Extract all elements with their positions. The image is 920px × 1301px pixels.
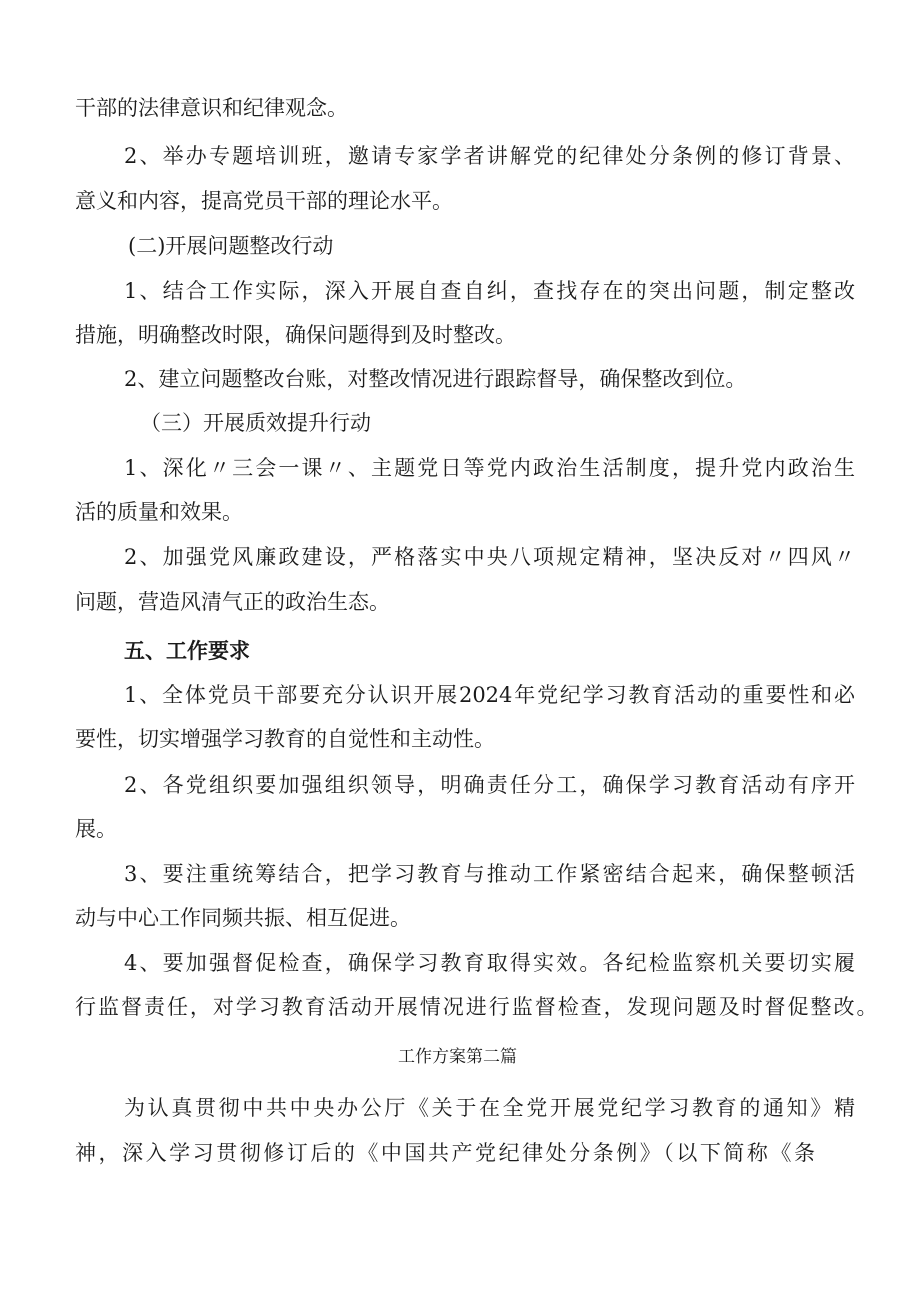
paragraph-line: 1、全体党员干部要充分认识开展2024年党纪学习教育活动的重要性和必 <box>124 683 855 707</box>
paragraph-line: 要性，切实增强学习教育的自觉性和主动性。 <box>75 727 495 751</box>
subheading: （三）开展质效提升行动 <box>140 411 371 435</box>
paragraph-line: 2、建立问题整改台账，对整改情况进行跟踪督导，确保整改到位。 <box>124 367 747 391</box>
paragraph-line: 2、举办专题培训班，邀请专家学者讲解党的纪律处分条例的修订背景、 <box>124 144 855 168</box>
paragraph-line: 展。 <box>75 817 117 841</box>
paragraph-line: 问题，营造风清气正的政治生态。 <box>75 590 390 614</box>
paragraph-line: 2、加强党风廉政建设，严格落实中央八项规定精神，坚决反对〃四风〃 <box>124 545 855 569</box>
paragraph-line: 活的质量和效果。 <box>75 500 243 524</box>
paragraph-line: 措施，明确整改时限，确保问题得到及时整改。 <box>75 323 516 347</box>
paragraph-line: 动与中心工作同频共振、相互促进。 <box>75 906 411 930</box>
paragraph-line: 神，深入学习贯彻修订后的《中国共产党纪律处分条例》（以下简称《条 <box>75 1141 815 1165</box>
subheading: (二)开展问题整改行动 <box>128 234 334 258</box>
paragraph-line: 为认真贯彻中共中央办公厅《关于在全党开展党纪学习教育的通知》精 <box>124 1096 855 1120</box>
paragraph-line: 干部的法律意识和纪律观念。 <box>75 96 348 120</box>
paragraph-line: 意义和内容，提高党员干部的理论水平。 <box>75 189 453 213</box>
paragraph-line: 4、要加强督促检查，确保学习教育取得实效。各纪检监察机关要切实履 <box>124 951 855 975</box>
paragraph-line: 2、各党组织要加强组织领导，明确责任分工，确保学习教育活动有序开 <box>124 773 855 797</box>
paragraph-line: 3、要注重统筹结合，把学习教育与推动工作紧密结合起来，确保整顿活 <box>124 862 855 886</box>
paragraph-line: 1、深化〃三会一课〃、主题党日等党内政治生活制度，提升党内政治生 <box>124 456 855 480</box>
section-heading: 五、工作要求 <box>124 639 250 663</box>
paragraph-line: 行监督责任，对学习教育活动开展情况进行监督检查，发现问题及时督促整改。 <box>75 995 877 1019</box>
document-section-title: 工作方案第二篇 <box>398 1047 517 1067</box>
paragraph-line: 1、结合工作实际，深入开展自查自纠，查找存在的突出问题，制定整改 <box>124 279 855 303</box>
